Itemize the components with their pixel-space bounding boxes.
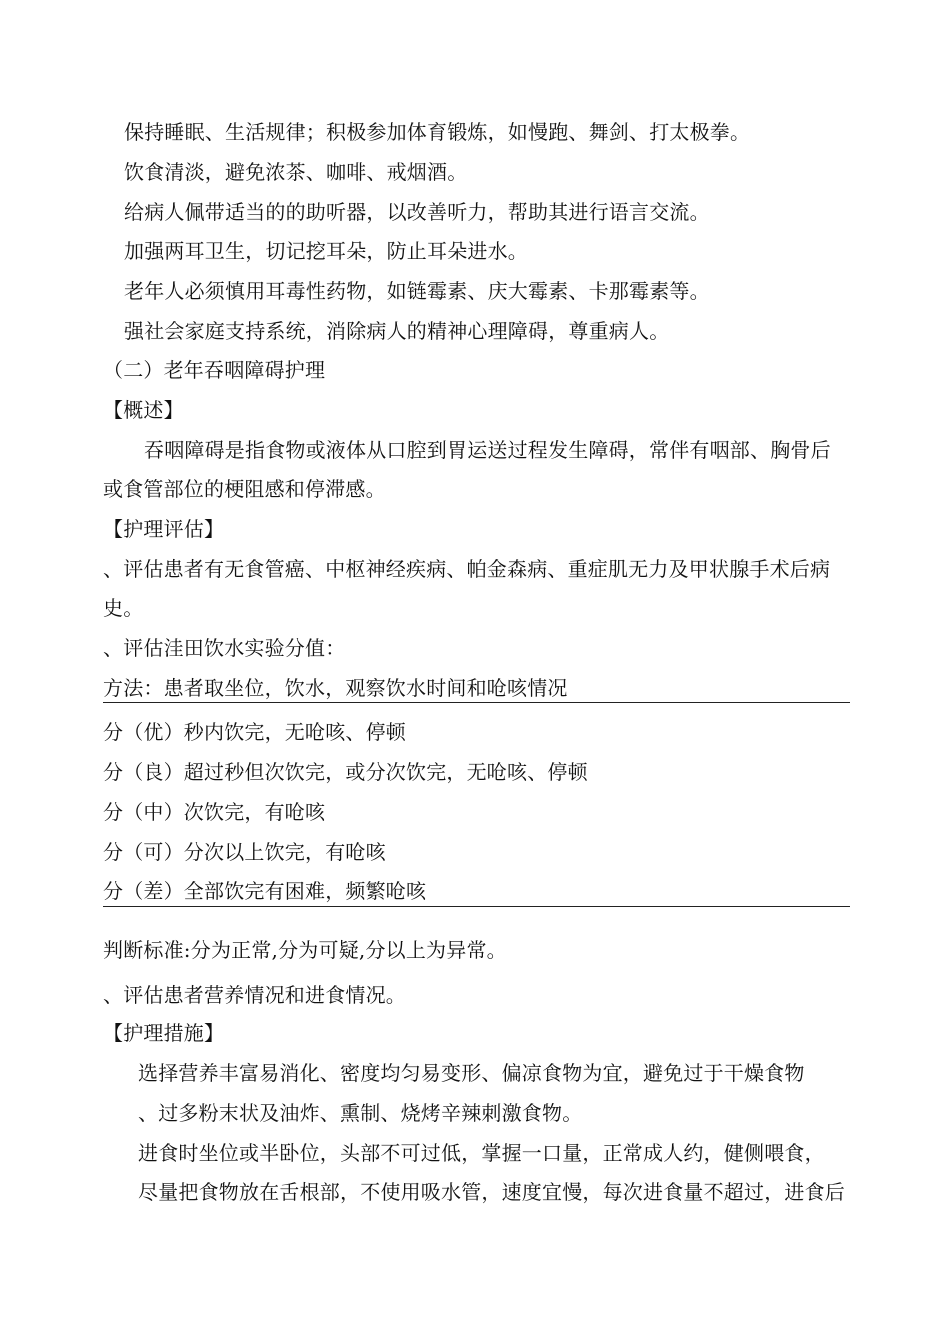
measures-line-2: 、过多粉末状及油炸、熏制、烧烤辛辣刺激食物。 — [138, 1101, 583, 1125]
care-line-hearing-aid: 给病人佩带适当的的助听器，以改善听力，帮助其进行语言交流。 — [124, 200, 710, 224]
score-row-medium: 分（中）次饮完，有呛咳 — [103, 800, 326, 824]
measures-line-3: 进食时坐位或半卧位，头部不可过低，掌握一口量，正常成人约，健侧喂食， — [138, 1141, 825, 1165]
overview-paragraph-line-2: 或食管部位的梗阻感和停滞感。 — [103, 477, 386, 501]
care-line-ototoxic-drugs: 老年人必须慎用耳毒性药物，如链霉素、庆大霉素、卡那霉素等。 — [124, 279, 710, 303]
judgment-criteria: 判断标准:分为正常,分为可疑,分以上为异常。 — [103, 938, 507, 962]
overview-heading: 【概述】 — [103, 398, 184, 422]
score-row-poor: 分（差）全部饮完有困难，频繁呛咳 — [103, 879, 427, 903]
measures-heading: 【护理措施】 — [103, 1021, 225, 1045]
assessment-heading: 【护理评估】 — [103, 517, 225, 541]
score-row-good: 分（良）超过秒但次饮完，或分次饮完，无呛咳、停顿 — [103, 760, 588, 784]
assessment-item-history: 、评估患者有无食管癌、中枢神经疾病、帕金森病、重症肌无力及甲状腺手术后病 — [103, 557, 831, 581]
assessment-item-nutrition: 、评估患者营养情况和进食情况。 — [103, 983, 406, 1007]
assessment-item-history-cont: 史。 — [103, 596, 144, 620]
care-line-ear-hygiene: 加强两耳卫生，切记挖耳朵，防止耳朵进水。 — [124, 239, 528, 263]
score-row-fair: 分（可）分次以上饮完，有呛咳 — [103, 840, 386, 864]
table-bottom-rule — [103, 906, 850, 907]
care-line-social-support: 强社会家庭支持系统，消除病人的精神心理障碍，尊重病人。 — [124, 319, 670, 343]
section-title: （二）老年吞咽障碍护理 — [103, 358, 326, 382]
water-test-method: 方法：患者取坐位，饮水，观察饮水时间和呛咳情况 — [103, 676, 568, 700]
measures-line-1: 选择营养丰富易消化、密度均匀易变形、偏凉食物为宜，避免过于干燥食物 — [138, 1061, 805, 1085]
care-line-diet: 饮食清淡，避免浓茶、咖啡、戒烟酒。 — [124, 160, 468, 184]
measures-line-4: 尽量把食物放在舌根部，不使用吸水管，速度宜慢，每次进食量不超过，进食后 — [138, 1180, 845, 1204]
assessment-item-water-test: 、评估洼田饮水实验分值： — [103, 636, 346, 660]
care-line-sleep: 保持睡眠、生活规律；积极参加体育锻炼，如慢跑、舞剑、打太极拳。 — [124, 120, 751, 144]
overview-paragraph-line-1: 吞咽障碍是指食物或液体从口腔到胃运送过程发生障碍，常伴有咽部、胸骨后 — [144, 438, 831, 462]
score-row-excellent: 分（优）秒内饮完，无呛咳、停顿 — [103, 720, 406, 744]
table-top-rule — [103, 702, 850, 703]
